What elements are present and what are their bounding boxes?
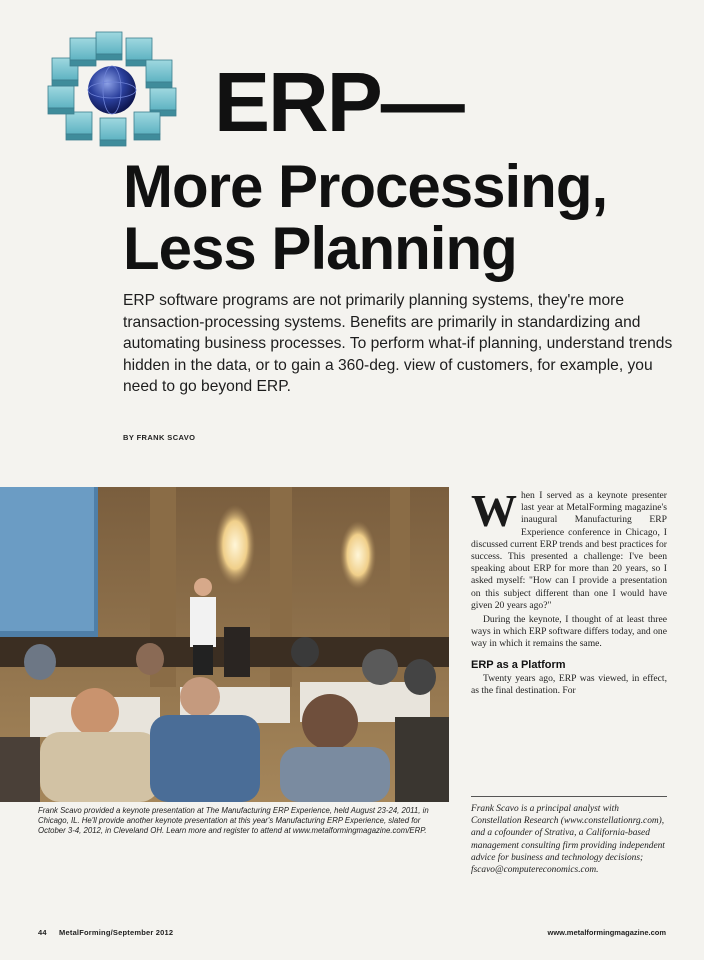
photo-caption: Frank Scavo provided a keynote presentation at The Manufacturing ERP Experience, held August 23-24, 2011, in Chicago, IL. He'll provide another keynote presentation at this year's Manufacturing ERP Experience, slated for October 3-4, 2012, in Cleveland OH. Learn more and register to attend at www.metalformingmagazine.com/ERP.: [38, 806, 429, 836]
erp-logo-graphic: [38, 28, 190, 150]
section-heading: ERP as a Platform: [471, 658, 566, 671]
footer-url: www.metalformingmagazine.com: [547, 928, 666, 937]
headline-subtitle: [123, 153, 608, 282]
headline-line-3: Less Planning: [123, 215, 517, 282]
globe-icon: [88, 66, 136, 114]
issue-label: MetalForming/September 2012: [59, 928, 174, 937]
footer-left: [38, 928, 173, 937]
drop-cap: W: [471, 485, 517, 536]
byline: BY FRANK SCAVO: [123, 433, 196, 442]
paragraph-3: Twenty years ago, ERP was viewed, in effect, as the final destination. For: [471, 672, 667, 697]
paragraph-2: During the keynote, I thought of at least three ways in which ERP software differs today, and one way in which it remains the same.: [471, 614, 667, 650]
headline-line-2: More Processing,: [123, 153, 608, 220]
article-body: [471, 485, 667, 697]
page-number: 44: [38, 928, 47, 937]
author-bio: Frank Scavo is a principal analyst with Constellation Research (www.constellationrg.com), and a cofounder of Strativa, a California-based management consulting firm providing independent advice for business and technology decisions; fscavo@computereconomics.com.: [471, 796, 667, 876]
paragraph-1-text: hen I served as a keynote presenter last year at MetalForming magazine's inaugural Manufacturing ERP Experience conference in Chicago, I discussed current ERP trends and best practices for success. This presented a challenge: I've been speaking about ERP for more than 20 years, so I asked myself: "How can I provide a presentation on this subject different than one I would have given 20 years ago?": [471, 490, 667, 611]
headline-erp: ERP—: [214, 55, 463, 149]
conference-photo: [0, 487, 449, 802]
paragraph-1: [471, 485, 667, 612]
article-deck: ERP software programs are not primarily planning systems, they're more transaction-processing systems. Benefits are primarily in standardizing and automating business processes. To perform what-if planning, understand trends hidden in the data, or to gain a 360-deg. view of customers, for example, you need to go beyond ERP.: [123, 292, 673, 395]
